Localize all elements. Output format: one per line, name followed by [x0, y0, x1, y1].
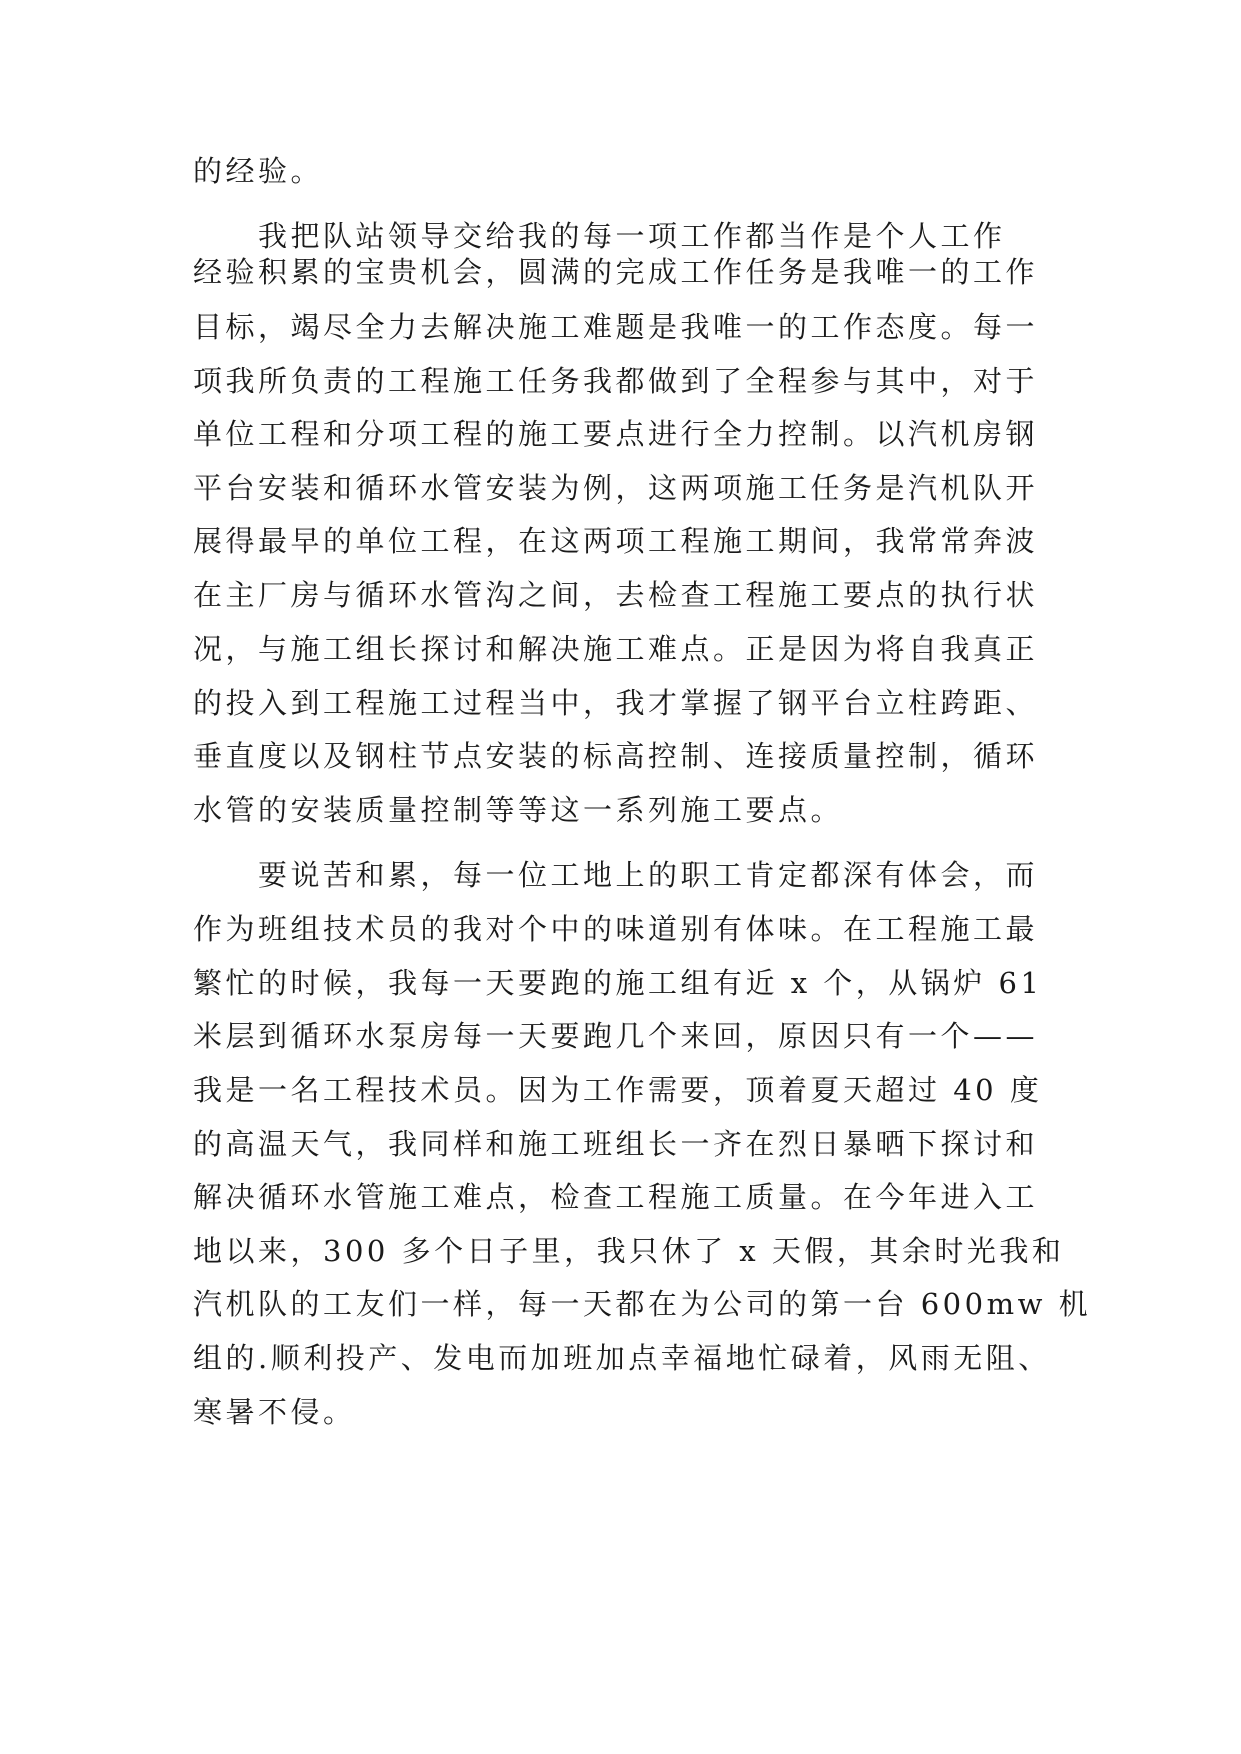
text-line: 的经验。: [193, 154, 324, 188]
text-line: 的高温天气，我同样和施工班组长一齐在烈日暴晒下探讨和: [193, 1127, 1039, 1161]
text-line: 解决循环水管施工难点，检查工程施工质量。在今年进入工: [193, 1180, 1039, 1214]
text-line: 我是一名工程技术员。因为工作需要，顶着夏天超过 40 度: [193, 1073, 1043, 1107]
text-line: 水管的安装质量控制等等这一系列施工要点。: [193, 793, 844, 827]
text-line: 况，与施工组长探讨和解决施工难点。正是因为将自我真正: [193, 632, 1039, 666]
paragraph-start-line: 要说苦和累，每一位工地上的职工肯定都深有体会，而: [258, 858, 1039, 892]
text-line: 在主厂房与循环水管沟之间，去检查工程施工要点的执行状: [193, 578, 1039, 612]
text-line: 垂直度以及钢柱节点安装的标高控制、连接质量控制，循环: [193, 739, 1039, 773]
text-line: 目标，竭尽全力去解决施工难题是我唯一的工作态度。每一: [193, 310, 1039, 344]
text-line: 单位工程和分项工程的施工要点进行全力控制。以汽机房钢: [193, 417, 1039, 451]
text-line: 米层到循环水泵房每一天要跑几个来回，原因只有一个——: [193, 1019, 1039, 1053]
text-line: 项我所负责的工程施工任务我都做到了全程参与其中，对于: [193, 364, 1039, 398]
text-line: 展得最早的单位工程，在这两项工程施工期间，我常常奔波: [193, 524, 1039, 558]
text-line: 的投入到工程施工过程当中，我才掌握了钢平台立柱跨距、: [193, 686, 1039, 720]
text-line: 组的.顺利投产、发电而加班加点幸福地忙碌着，风雨无阻、: [193, 1341, 1051, 1375]
text-line: 平台安装和循环水管安装为例，这两项施工任务是汽机队开: [193, 471, 1039, 505]
text-line: 作为班组技术员的我对个中的味道别有体味。在工程施工最: [193, 912, 1039, 946]
text-line: 繁忙的时候，我每一天要跑的施工组有近 x 个，从锅炉 61: [193, 966, 1043, 1000]
text-line: 寒暑不侵。: [193, 1395, 356, 1429]
text-line: 地以来，300 多个日子里，我只休了 x 天假，其余时光我和: [193, 1234, 1065, 1268]
text-line: 汽机队的工友们一样，每一天都在为公司的第一台 600mw 机: [193, 1287, 1092, 1321]
paragraph-start-line: 我把队站领导交给我的每一项工作都当作是个人工作: [258, 219, 1006, 253]
text-line: 经验积累的宝贵机会，圆满的完成工作任务是我唯一的工作: [193, 255, 1039, 289]
